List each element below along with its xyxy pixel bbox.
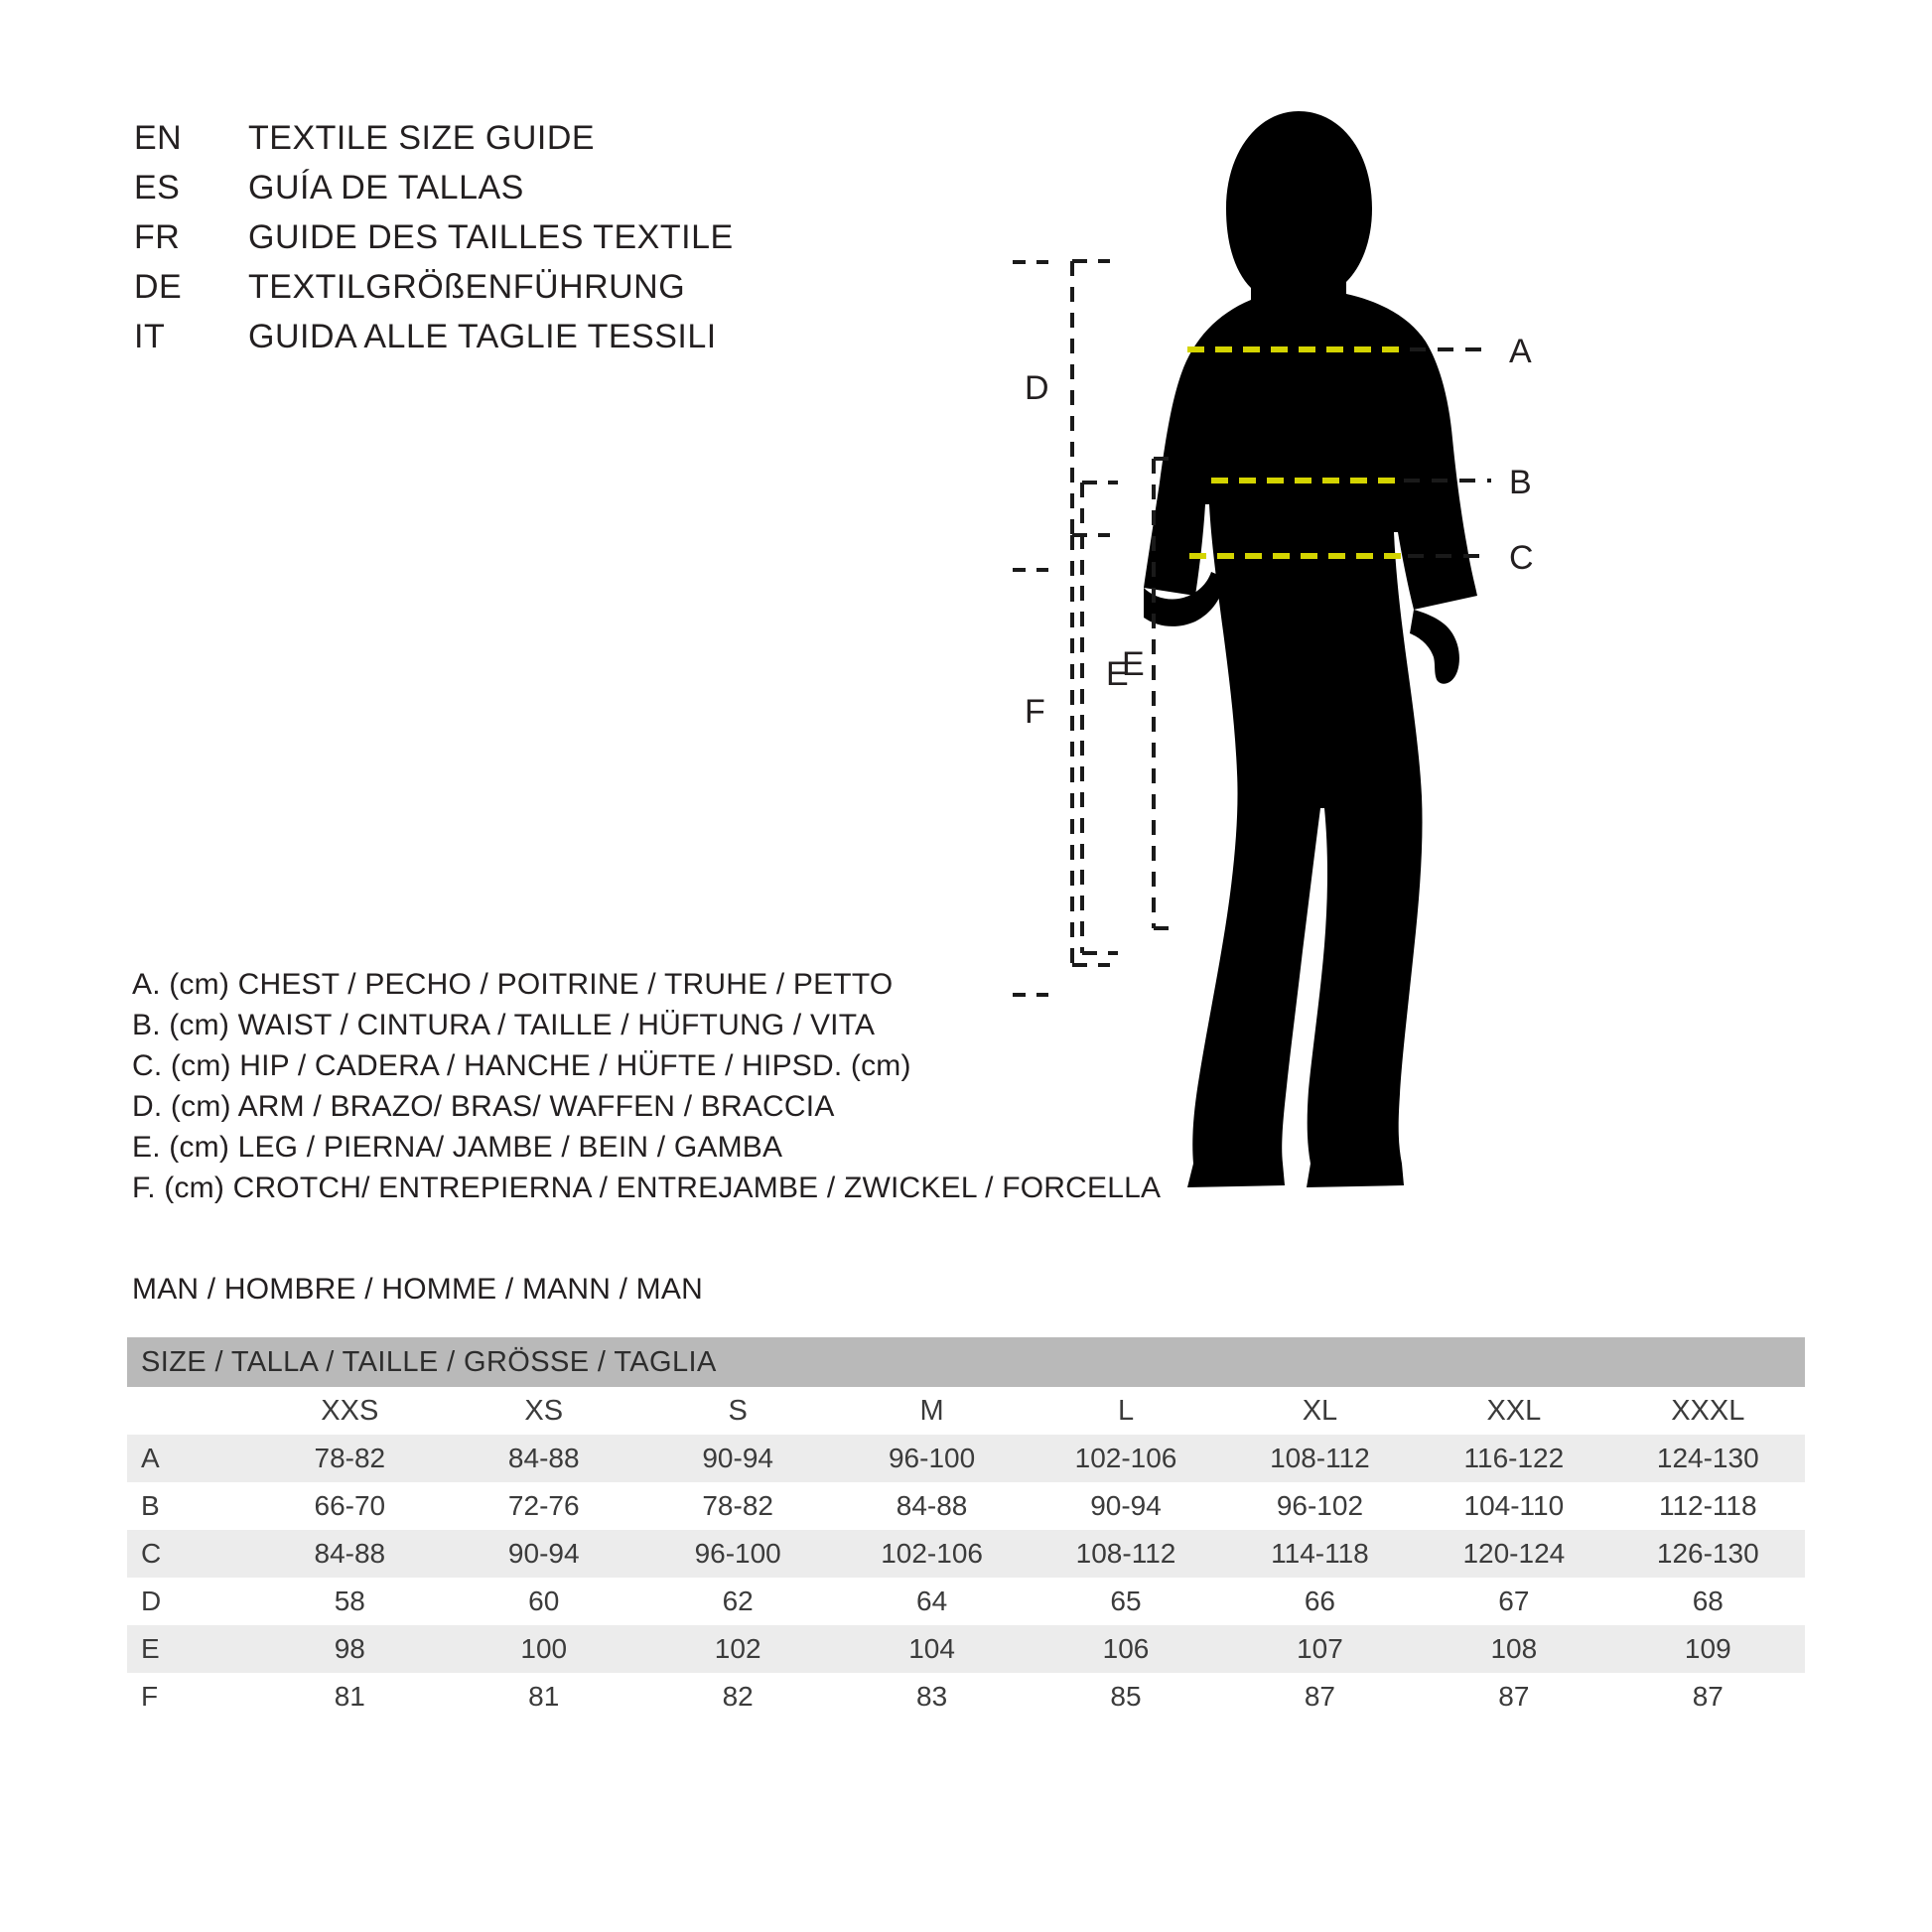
gender-label: MAN / HOMBRE / HOMME / MANN / MAN <box>132 1273 703 1306</box>
label-b: B <box>1509 464 1532 501</box>
cell-b-xxl: 104-110 <box>1417 1482 1610 1530</box>
language-code: ES <box>134 169 181 207</box>
size-header-m: M <box>835 1387 1029 1435</box>
row-label-f: F <box>127 1673 253 1721</box>
legend-item-e: E. (cm) LEG / PIERNA/ JAMBE / BEIN / GAMBA <box>132 1131 783 1164</box>
size-header-xs: XS <box>447 1387 640 1435</box>
cell-a-s: 90-94 <box>640 1435 834 1482</box>
size-header-xl: XL <box>1223 1387 1417 1435</box>
bracket-f <box>1072 535 1110 965</box>
cell-a-m: 96-100 <box>835 1435 1029 1482</box>
cell-a-xs: 84-88 <box>447 1435 640 1482</box>
cell-b-m: 84-88 <box>835 1482 1029 1530</box>
language-row <box>134 119 928 169</box>
legend-item-f: F. (cm) CROTCH/ ENTREPIERNA / ENTREJAMBE / ZWICKEL / FORCELLA <box>132 1172 1162 1204</box>
size-header-l: L <box>1029 1387 1222 1435</box>
size-header-s: S <box>640 1387 834 1435</box>
cell-c-s: 96-100 <box>640 1530 834 1578</box>
language-code: EN <box>134 119 183 157</box>
cell-a-xxs: 78-82 <box>253 1435 447 1482</box>
male-silhouette-icon <box>1144 111 1477 1187</box>
language-row <box>134 169 928 218</box>
cell-d-m: 64 <box>835 1578 1029 1625</box>
cell-e-m: 104 <box>835 1625 1029 1673</box>
cell-c-xs: 90-94 <box>447 1530 640 1578</box>
cell-d-xs: 60 <box>447 1578 640 1625</box>
cell-a-xxxl: 124-130 <box>1611 1435 1805 1482</box>
cell-c-xxxl: 126-130 <box>1611 1530 1805 1578</box>
cell-b-s: 78-82 <box>640 1482 834 1530</box>
cell-d-xl: 66 <box>1223 1578 1417 1625</box>
table-header-bar <box>127 1337 1805 1387</box>
language-row <box>134 218 928 268</box>
cell-c-m: 102-106 <box>835 1530 1029 1578</box>
cell-f-s: 82 <box>640 1673 834 1721</box>
language-title: TEXTILGRÖßENFÜHRUNG <box>248 268 686 306</box>
dimension-brackets-overlay <box>874 89 1172 1241</box>
table-row <box>127 1625 1805 1673</box>
cell-f-xl: 87 <box>1223 1673 1417 1721</box>
cell-f-m: 83 <box>835 1673 1029 1721</box>
cell-e-xxs: 98 <box>253 1625 447 1673</box>
table-row <box>127 1673 1805 1721</box>
label-d: D <box>1025 369 1049 407</box>
cell-e-xxxl: 109 <box>1611 1625 1805 1673</box>
size-header-xxxl: XXXL <box>1611 1387 1805 1435</box>
language-title: GUÍA DE TALLAS <box>248 169 524 207</box>
cell-d-xxl: 67 <box>1417 1578 1610 1625</box>
cell-f-xxs: 81 <box>253 1673 447 1721</box>
row-label-e: E <box>127 1625 253 1673</box>
row-label-b: B <box>127 1482 253 1530</box>
cell-e-s: 102 <box>640 1625 834 1673</box>
size-header-xxs: XXS <box>253 1387 447 1435</box>
size-table <box>127 1337 1805 1721</box>
cell-a-xl: 108-112 <box>1223 1435 1417 1482</box>
label-f: F <box>1025 693 1045 731</box>
table-row <box>127 1578 1805 1625</box>
label-a: A <box>1509 333 1532 370</box>
legend-item-d: D. (cm) ARM / BRAZO/ BRAS/ WAFFEN / BRACCIA <box>132 1090 835 1123</box>
cell-b-xxs: 66-70 <box>253 1482 447 1530</box>
language-title: GUIDA ALLE TAGLIE TESSILI <box>248 318 717 355</box>
cell-b-xxxl: 112-118 <box>1611 1482 1805 1530</box>
cell-e-xs: 100 <box>447 1625 640 1673</box>
table-row <box>127 1530 1805 1578</box>
legend-item-b: B. (cm) WAIST / CINTURA / TAILLE / HÜFTUNG / VITA <box>132 1009 876 1041</box>
table-size-header-row <box>127 1387 1805 1435</box>
cell-f-xs: 81 <box>447 1673 640 1721</box>
label-e: E <box>1122 645 1145 683</box>
cell-f-xxl: 87 <box>1417 1673 1610 1721</box>
cell-e-l: 106 <box>1029 1625 1222 1673</box>
row-label-c: C <box>127 1530 253 1578</box>
row-label-a: A <box>127 1435 253 1482</box>
cell-c-xxs: 84-88 <box>253 1530 447 1578</box>
language-title: TEXTILE SIZE GUIDE <box>248 119 596 157</box>
cell-d-s: 62 <box>640 1578 834 1625</box>
cell-a-l: 102-106 <box>1029 1435 1222 1482</box>
cell-c-xxl: 120-124 <box>1417 1530 1610 1578</box>
cell-c-xl: 114-118 <box>1223 1530 1417 1578</box>
table-row <box>127 1482 1805 1530</box>
language-title-block <box>134 119 928 367</box>
language-code: FR <box>134 218 181 256</box>
language-title: GUIDE DES TAILLES TEXTILE <box>248 218 734 256</box>
table-row <box>127 1435 1805 1482</box>
cell-d-xxs: 58 <box>253 1578 447 1625</box>
label-c: C <box>1509 539 1534 577</box>
cell-d-l: 65 <box>1029 1578 1222 1625</box>
cell-b-xs: 72-76 <box>447 1482 640 1530</box>
bracket-e <box>1154 459 1172 928</box>
cell-f-xxxl: 87 <box>1611 1673 1805 1721</box>
legend-item-c: C. (cm) HIP / CADERA / HANCHE / HÜFTE / HIPSD. (cm) <box>132 1049 911 1082</box>
cell-f-l: 85 <box>1029 1673 1222 1721</box>
language-row <box>134 268 928 318</box>
cell-c-l: 108-112 <box>1029 1530 1222 1578</box>
size-header-xxl: XXL <box>1417 1387 1610 1435</box>
cell-d-xxxl: 68 <box>1611 1578 1805 1625</box>
language-code: DE <box>134 268 183 306</box>
bracket-d <box>1072 261 1110 535</box>
cell-e-xl: 107 <box>1223 1625 1417 1673</box>
language-code: IT <box>134 318 166 355</box>
label-e-outer: E <box>1106 655 1129 693</box>
cell-b-xl: 96-102 <box>1223 1482 1417 1530</box>
table-header-label: SIZE / TALLA / TAILLE / GRÖSSE / TAGLIA <box>127 1337 1805 1387</box>
cell-a-xxl: 116-122 <box>1417 1435 1610 1482</box>
cell-e-xxl: 108 <box>1417 1625 1610 1673</box>
language-row <box>134 318 928 367</box>
legend-item-a: A. (cm) CHEST / PECHO / POITRINE / TRUHE / PETTO <box>132 968 894 1001</box>
cell-b-l: 90-94 <box>1029 1482 1222 1530</box>
corner-cell <box>127 1387 253 1435</box>
row-label-d: D <box>127 1578 253 1625</box>
